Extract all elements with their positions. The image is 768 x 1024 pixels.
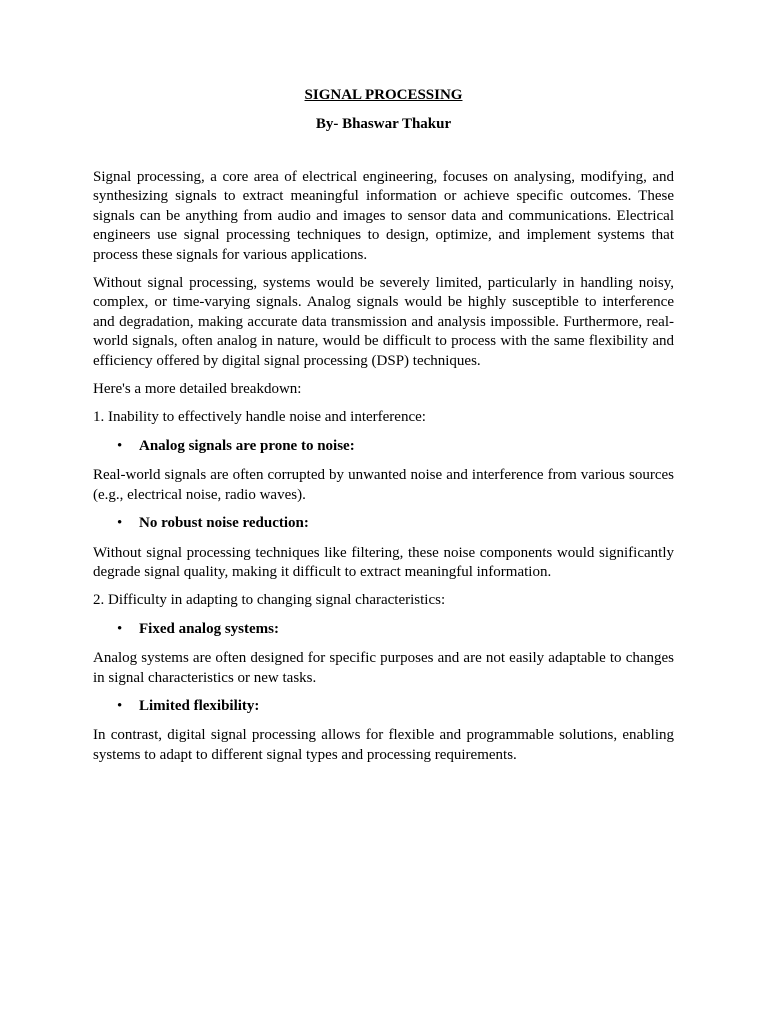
bullet-icon: • xyxy=(117,620,123,637)
bullet-icon: • xyxy=(117,515,123,532)
bullet-icon: • xyxy=(117,697,123,714)
bullet-item xyxy=(93,437,674,456)
bullet-label: Fixed analog systems: xyxy=(139,620,279,637)
author-byline: By- Bhaswar Thakur xyxy=(315,116,452,132)
bullet-paragraph: In contrast, digital signal processing allows for flexible and programmable solutions, enabling systems to adapt to different signal types and processing requirements. xyxy=(93,727,674,763)
bullet-paragraph: Without signal processing techniques like filtering, these noise components would significantly degrade signal quality, making it difficult to extract meaningful information. xyxy=(93,544,674,580)
bullet-label: Analog signals are prone to noise: xyxy=(139,437,355,454)
bullet-paragraph: Analog systems are often designed for specific purposes and are not easily adaptable to changes in signal characteristics or new tasks. xyxy=(93,650,674,686)
bullet-item xyxy=(93,620,674,639)
section-heading-1: 1. Inability to effectively handle noise and interference: xyxy=(93,409,426,426)
breakdown-intro: Here's a more detailed breakdown: xyxy=(93,381,302,398)
bullet-label: Limited flexibility: xyxy=(139,697,260,714)
bullet-item xyxy=(93,697,674,716)
bullet-paragraph: Real-world signals are often corrupted by unwanted noise and interference from various sources (e.g., electrical noise, radio waves). xyxy=(93,467,674,503)
document-title: SIGNAL PROCESSING xyxy=(304,87,463,103)
bullet-item xyxy=(93,514,674,533)
bullet-label: No robust noise reduction: xyxy=(139,515,309,532)
intro-paragraph: Signal processing, a core area of electrical engineering, focuses on analysing, modifying, and synthesizing signals to extract meaningful information or achieve specific outcomes. These signals can be anything from audio and images to sensor data and communications. Electrical engineers use signal processing techniques to design, optimize, and implement systems that process these signals for various applications. xyxy=(93,169,674,263)
section-heading-2: 2. Difficulty in adapting to changing signal characteristics: xyxy=(93,592,446,609)
bullet-icon: • xyxy=(117,437,123,454)
document-page xyxy=(93,86,674,774)
limitations-paragraph: Without signal processing, systems would be severely limited, particularly in handling noisy, complex, or time-varying signals. Analog signals would be highly susceptible to interference and degradation, making accurate data transmission and analysis impossible. Furthermore, real-world signals, often analog in nature, would be difficult to process with the same flexibility and efficiency offered by digital signal processing (DSP) techniques. xyxy=(93,275,674,369)
